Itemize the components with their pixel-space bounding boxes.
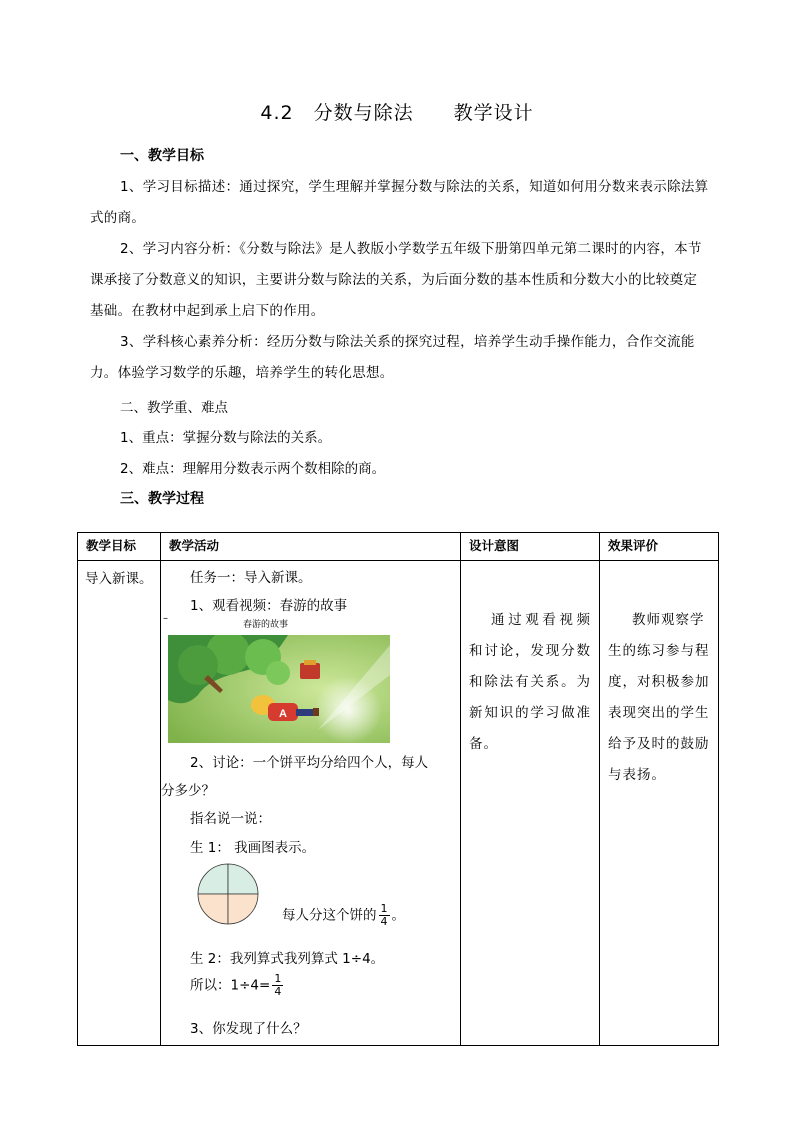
share-per-person (282, 903, 405, 928)
call-prompt: 指名说一说： (190, 811, 271, 827)
lesson-process-table (77, 532, 719, 1046)
document-title: 4.2 分数与除法 教学设计 (260, 102, 534, 124)
core-literacy-analysis: 3、学科核心素养分析：经历分数与除法关系的探究过程，培养学生动手操作能力，合作交流能力。体验学习数学的乐趣，培养学生的转化思想。 (90, 334, 695, 381)
video-caption: 春游的故事 (243, 620, 289, 630)
conclusion-equation (190, 973, 285, 998)
content-analysis: 2、学习内容分析：《分数与除法》是人教版小学数学五年级下册第四单元第二课时的内容，本节课承接了分数意义的知识，主要讲分数与除法的关系，为后面分数的基本性质和分数大小的比较奠定基础。在教材中起到承上启下的作用。 (90, 241, 702, 319)
discussion-step: 2、讨论：一个饼平均分给四个人，每人 (190, 755, 429, 771)
header-intent: 设计意图 (461, 533, 600, 561)
student2-answer: 生 2：我列算式我列算式 1÷4。 (190, 951, 385, 967)
evaluation-cell: 教师观察学生的练习参与程度，对积极参加表现突出的学生给予及时的鼓励与表扬。 (600, 561, 719, 1046)
goal-cell: 导入新课。 (78, 561, 161, 1046)
section-heading-process: 三、教学过程 (120, 491, 204, 507)
difficult-point: 2、难点：理解用分数表示两个数相除的商。 (120, 461, 386, 477)
equation-text: 所以：1÷4= (190, 977, 271, 994)
result-denominator: 4 (274, 985, 282, 998)
fraction-one-quarter (379, 903, 390, 928)
watch-video-step: 1、观看视频：春游的故事 (190, 598, 348, 614)
task-label: 任务一：导入新课。 (190, 570, 312, 586)
result-numerator: 1 (274, 972, 282, 985)
svg-text:A: A (279, 708, 287, 720)
share-period: 。 (391, 907, 405, 924)
table-header-row (78, 533, 719, 561)
goal-description: 1、学习目标描述：通过探究，学生理解并掌握分数与除法的关系，知道如何用分数来表示除法算式的商。 (90, 179, 709, 226)
header-goal: 教学目标 (78, 533, 161, 561)
fraction-numerator: 1 (380, 902, 388, 915)
key-point: 1、重点：掌握分数与除法的关系。 (120, 430, 332, 446)
discovery-question: 3、你发现了什么？ (190, 1021, 307, 1037)
video-thumbnail[interactable] (168, 635, 390, 743)
fraction-denominator: 4 (380, 915, 388, 928)
spring-outing-illustration (168, 635, 390, 743)
header-activity: 教学活动 (161, 533, 461, 561)
fraction-result (272, 973, 283, 998)
stray-dash: – (163, 613, 168, 624)
table-row (78, 561, 719, 1046)
header-evaluation: 效果评价 (600, 533, 719, 561)
student1-answer: 生 1： 我画图表示。 (190, 840, 316, 856)
pie-quarters-diagram (197, 863, 259, 925)
share-text: 每人分这个饼的 (282, 907, 377, 924)
activity-cell (161, 561, 461, 1046)
intent-cell: 通过观看视频和讨论，发现分数和除法有关系。为新知识的学习做准备。 (461, 561, 600, 1046)
discussion-step-cont: 分多少？ (161, 783, 215, 799)
section-heading-key-points: 二、教学重、难点 (120, 400, 228, 416)
section-heading-goals: 一、教学目标 (120, 148, 204, 164)
